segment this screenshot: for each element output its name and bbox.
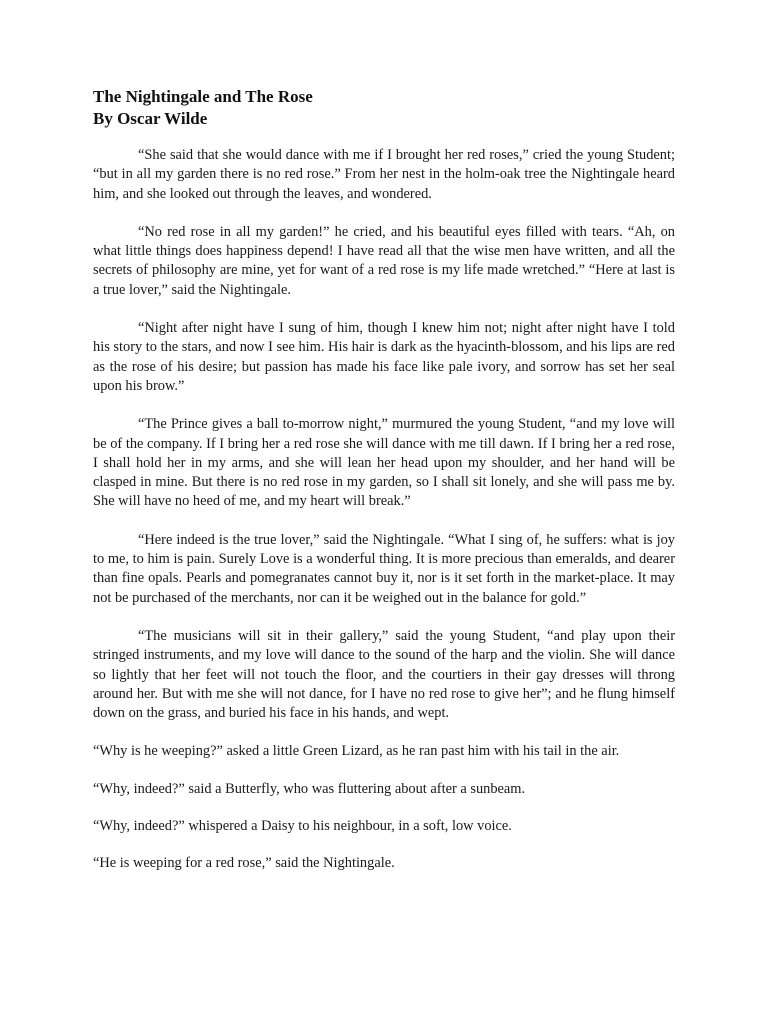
paragraph: “The Prince gives a ball to-morrow night,” murmured the young Student, “and my love will be of the company. If I bring her a red rose she will dance with me till dawn. If I bring her a red rose, I shall hold her in my arms, and she will lean her head upon my shoulder, and her hand will be clasped in mine. But there is no red rose in my garden, so I shall sit lonely, and she will pass me by. She will have no heed of me, and my heart will break.”: [93, 416, 675, 510]
paragraph: “Night after night have I sung of him, though I knew him not; night after night have I told his story to the stars, and now I see him. His hair is dark as the hyacinth-blossom, and his lips are red as the rose of his desire; but passion has made his face like pale ivory, and sorrow has set her seal upon his brow.”: [93, 320, 675, 394]
paragraph: “Why is he weeping?” asked a little Green Lizard, as he ran past him with his tail in the air.: [93, 743, 620, 760]
paragraph: “Why, indeed?” said a Butterfly, who was fluttering about after a sunbeam.: [93, 780, 526, 797]
document-author: By Oscar Wilde: [93, 109, 208, 128]
paragraph: “The musicians will sit in their gallery,” said the young Student, “and play upon their stringed instruments, and my love will dance to the sound of the harp and the violin. She will dance so lightly that her feet will not touch the floor, and the courtiers in their gay dresses will throng around her. But with me she will not dance, for I have no red rose to give her”; and he flung himself down on the grass, and buried his face in his hands, and wept.: [93, 627, 675, 722]
paragraph: “No red rose in all my garden!” he cried, and his beautiful eyes filled with tears. “Ah, on what little things does happiness depend! I have read all that the wise men have written, and all the secrets of philosophy are mine, yet for want of a red rose is my life made wretched.” “Here at last is a true lover,” said the Nightingale.: [93, 223, 675, 298]
paragraph: “He is weeping for a red rose,” said the Nightingale.: [93, 855, 395, 872]
document-page: [93, 86, 675, 892]
paragraph: “She said that she would dance with me if I brought her red roses,” cried the young Student; “but in all my garden there is no red rose.” From her nest in the holm-oak tree the Nightingale heard him, and she looked out through the leaves, and wondered.: [93, 147, 675, 202]
document-title: The Nightingale and The Rose: [93, 87, 313, 106]
paragraph: “Why, indeed?” whispered a Daisy to his neighbour, in a soft, low voice.: [93, 818, 512, 835]
paragraph: “Here indeed is the true lover,” said the Nightingale. “What I sing of, he suffers: what is joy to me, to him is pain. Surely Love is a wonderful thing. It is more precious than emeralds, and dearer than fine opals. Pearls and pomegranates cannot buy it, nor is it set forth in the market-place. It may not be purchased of the merchants, nor can it be weighed out in the balance for gold.”: [93, 531, 675, 606]
